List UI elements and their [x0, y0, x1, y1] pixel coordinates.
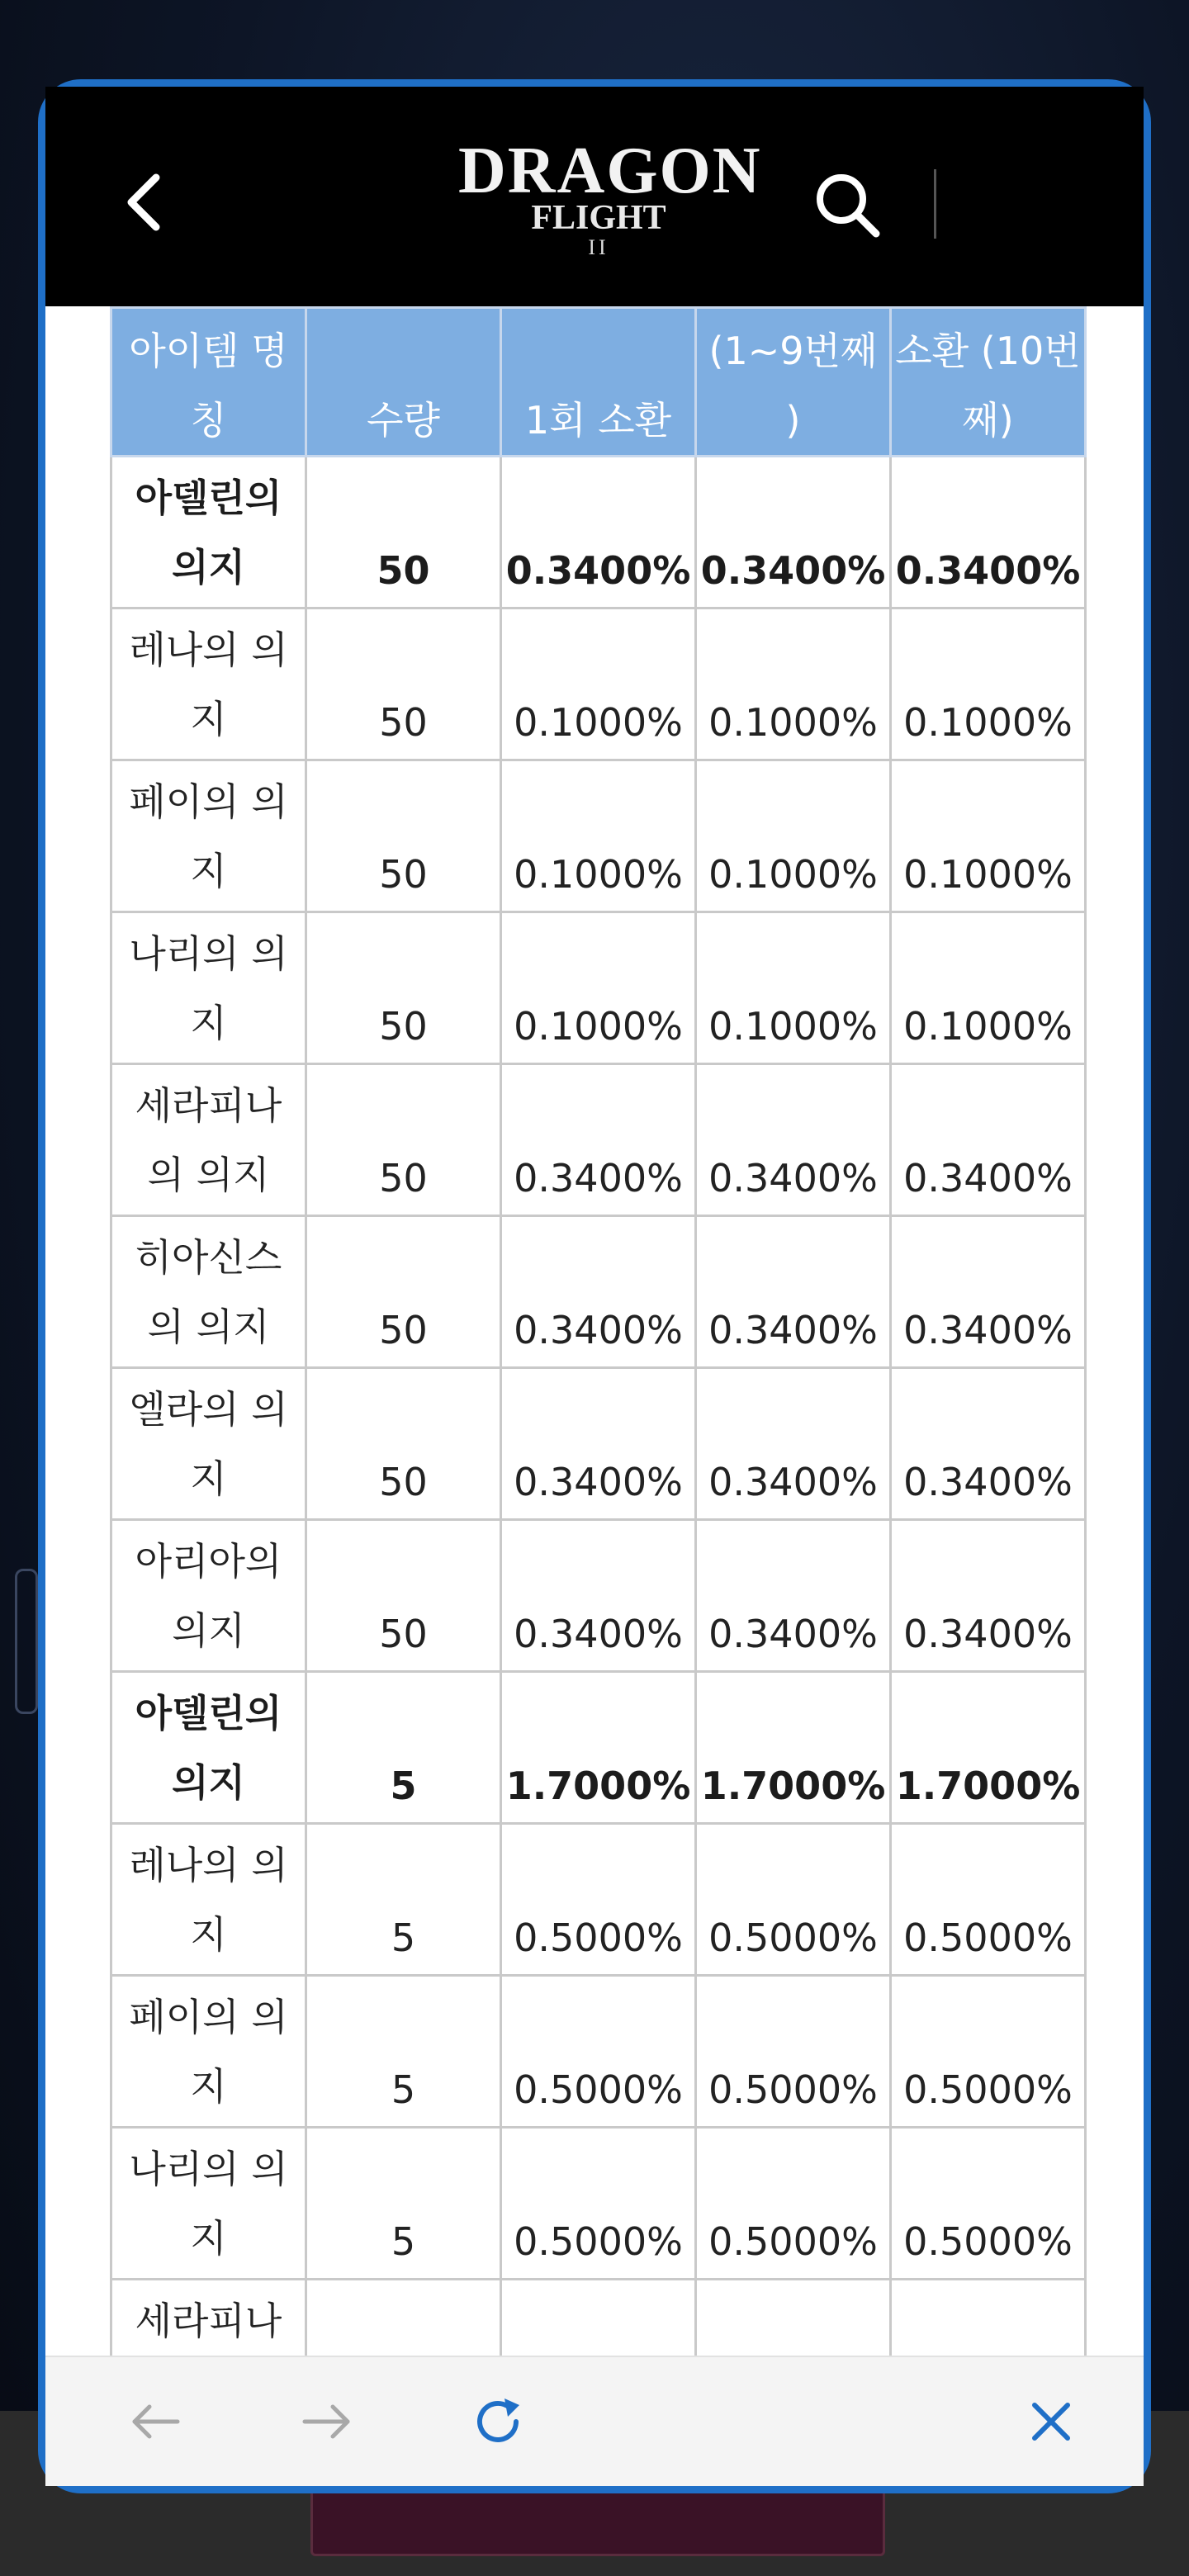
quantity-cell: 50: [306, 1216, 501, 1368]
tenth-summon-rate-cell: 0.5000%: [891, 1824, 1086, 1976]
arrow-left-icon: [130, 2403, 182, 2440]
first-to-ninth-rate-cell: 0.1000%: [696, 912, 891, 1064]
first-to-ninth-rate-cell: 0.3400%: [696, 1368, 891, 1520]
quantity-cell: 5: [306, 2128, 501, 2280]
item-name-cell: 히아신스 의 의지: [111, 1216, 306, 1368]
webview-popup: [38, 79, 1151, 2493]
table-row: [111, 1216, 1086, 1368]
single-summon-rate-cell: 0.1000%: [501, 760, 696, 912]
first-to-ninth-rate-cell: 0.1000%: [696, 608, 891, 760]
single-summon-rate-cell: 0.5000%: [501, 1976, 696, 2128]
back-button[interactable]: [111, 169, 178, 235]
table-row: [111, 912, 1086, 1064]
header-divider: [934, 169, 936, 239]
refresh-button[interactable]: [463, 2387, 533, 2456]
tenth-summon-rate-cell: 1.7000%: [891, 1672, 1086, 1824]
close-button[interactable]: [1016, 2387, 1086, 2456]
first-to-ninth-rate-cell: 0.3400%: [696, 1216, 891, 1368]
edge-panel-handle[interactable]: [15, 1569, 38, 1714]
probability-content: [45, 306, 1144, 2369]
quantity-cell: 50: [306, 760, 501, 912]
logo-numeral: II: [588, 235, 609, 259]
browser-toolbar: [45, 2356, 1144, 2486]
quantity-cell: 5: [306, 1824, 501, 1976]
tenth-summon-rate-cell: 0.1000%: [891, 608, 1086, 760]
chevron-left-icon: [123, 173, 166, 232]
first-to-ninth-rate-cell: 0.5000%: [696, 1824, 891, 1976]
arrow-right-icon: [300, 2403, 353, 2440]
quantity-cell: 50: [306, 457, 501, 608]
column-header: 수량: [306, 308, 501, 457]
first-to-ninth-rate-cell: 0.5000%: [696, 2128, 891, 2280]
quantity-cell: 5: [306, 1976, 501, 2128]
quantity-cell: 50: [306, 1368, 501, 1520]
popup-header: [45, 87, 1144, 306]
search-icon: [810, 168, 883, 240]
item-name-cell: 세라피나 의 의지: [111, 1064, 306, 1216]
item-name-cell: 페이의 의지: [111, 1976, 306, 2128]
tenth-summon-rate-cell: 0.1000%: [891, 912, 1086, 1064]
first-to-ninth-rate-cell: 1.7000%: [696, 1672, 891, 1824]
single-summon-rate-cell: 0.5000%: [501, 1824, 696, 1976]
logo-text-main: DRAGON: [458, 135, 762, 207]
column-header: 아이템 명칭: [111, 308, 306, 457]
nav-forward-button[interactable]: [291, 2387, 361, 2456]
single-summon-rate-cell: 0.3400%: [501, 1064, 696, 1216]
close-icon: [1028, 2398, 1074, 2445]
quantity-cell: 50: [306, 608, 501, 760]
single-summon-rate-cell: 0.3400%: [501, 1520, 696, 1672]
tenth-summon-rate-cell: 0.3400%: [891, 1368, 1086, 1520]
nav-back-button[interactable]: [121, 2387, 191, 2456]
table-row: [111, 457, 1086, 608]
quantity-cell: 5: [306, 1672, 501, 1824]
table-row: [111, 1976, 1086, 2128]
item-name-cell: 레나의 의지: [111, 608, 306, 760]
table-row: [111, 760, 1086, 912]
table-row: [111, 1672, 1086, 1824]
item-name-cell: 아리아의 의지: [111, 1520, 306, 1672]
table-row: [111, 1824, 1086, 1976]
table-row: [111, 2128, 1086, 2280]
first-to-ninth-rate-cell: 0.1000%: [696, 760, 891, 912]
single-summon-rate-cell: 0.3400%: [501, 457, 696, 608]
item-name-cell: 아델린의 의지: [111, 1672, 306, 1824]
table-row: [111, 608, 1086, 760]
dragon-flight-logo: [458, 135, 762, 293]
tenth-summon-rate-cell: 0.3400%: [891, 457, 1086, 608]
quantity-cell: 50: [306, 912, 501, 1064]
single-summon-rate-cell: 1.7000%: [501, 1672, 696, 1824]
logo-text-sub: FLIGHT: [531, 199, 666, 237]
single-summon-rate-cell: 0.3400%: [501, 1216, 696, 1368]
refresh-icon: [468, 2392, 528, 2451]
single-summon-rate-cell: 0.1000%: [501, 912, 696, 1064]
quantity-cell: 50: [306, 1520, 501, 1672]
item-name-cell: 페이의 의지: [111, 760, 306, 912]
table-body: [111, 457, 1086, 2432]
single-summon-rate-cell: 0.5000%: [501, 2128, 696, 2280]
quantity-cell: 50: [306, 1064, 501, 1216]
first-to-ninth-rate-cell: 0.3400%: [696, 1520, 891, 1672]
column-header: (1~9번째 ): [696, 308, 891, 457]
item-name-cell: 레나의 의지: [111, 1824, 306, 1976]
column-header: 1회 소환: [501, 308, 696, 457]
first-to-ninth-rate-cell: 0.3400%: [696, 457, 891, 608]
item-name-cell: 세라피나: [111, 2280, 306, 2432]
tenth-summon-rate-cell: 0.3400%: [891, 1064, 1086, 1216]
item-name-cell: 아델린의 의지: [111, 457, 306, 608]
table-header-row: [111, 308, 1086, 457]
tenth-summon-rate-cell: 0.3400%: [891, 1520, 1086, 1672]
first-to-ninth-rate-cell: 0.5000%: [696, 1976, 891, 2128]
first-to-ninth-rate-cell: 0.3400%: [696, 1064, 891, 1216]
single-summon-rate-cell: 0.3400%: [501, 1368, 696, 1520]
table-row: [111, 1520, 1086, 1672]
search-button[interactable]: [805, 163, 888, 245]
item-name-cell: 나리의 의지: [111, 912, 306, 1064]
tenth-summon-rate-cell: 0.5000%: [891, 1976, 1086, 2128]
tenth-summon-rate-cell: 0.5000%: [891, 2128, 1086, 2280]
table-row: [111, 1368, 1086, 1520]
column-header: 소환 (10번째): [891, 308, 1086, 457]
item-name-cell: 엘라의 의지: [111, 1368, 306, 1520]
tenth-summon-rate-cell: 0.1000%: [891, 760, 1086, 912]
probability-table: [110, 306, 1087, 2432]
item-name-cell: 나리의 의지: [111, 2128, 306, 2280]
single-summon-rate-cell: 0.1000%: [501, 608, 696, 760]
tenth-summon-rate-cell: 0.3400%: [891, 1216, 1086, 1368]
table-row: [111, 1064, 1086, 1216]
